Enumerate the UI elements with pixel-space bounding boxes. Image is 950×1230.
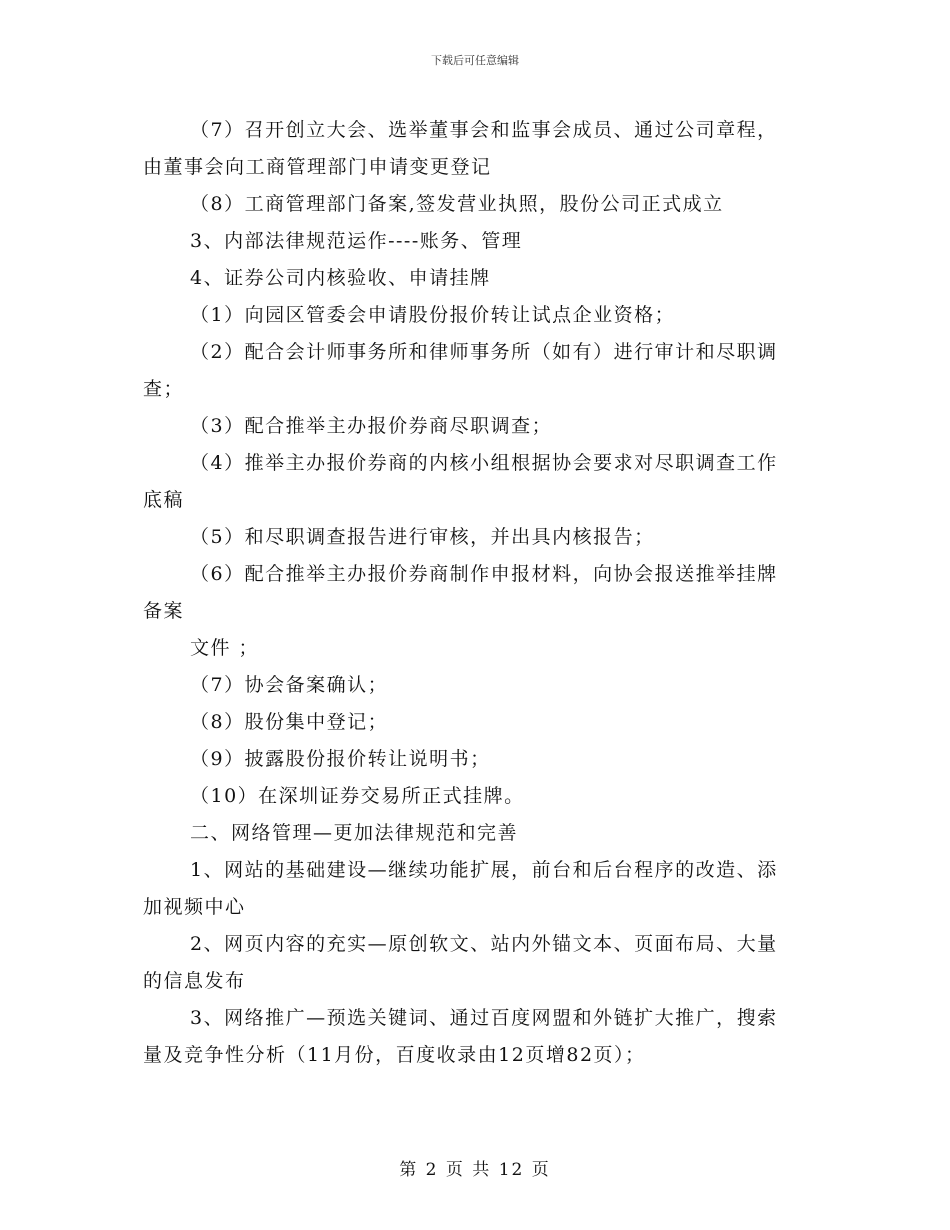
paragraph-line: （7）召开创立大会、选举董事会和监事会成员、通过公司章程，	[190, 119, 778, 141]
page-header: 下载后可任意编辑	[431, 54, 519, 67]
paragraph-line: 3、网络推广—预选关键词、通过百度网盟和外链扩大推广，搜索	[190, 1007, 778, 1029]
page-number-footer: 第 2 页 共 12 页	[399, 1160, 551, 1180]
paragraph-line: 查；	[143, 378, 185, 400]
paragraph-line: （8）股份集中登记；	[190, 711, 389, 733]
paragraph-line: 量及竞争性分析（11月份，百度收录由12页增82页）；	[143, 1044, 646, 1066]
paragraph-line: 底稿	[143, 489, 185, 511]
paragraph-line: 3、内部法律规范运作----账务、管理	[190, 230, 523, 252]
paragraph-line: （8）工商管理部门备案,签发营业执照，股份公司正式成立	[190, 193, 724, 215]
section-heading: 二、网络管理—更加法律规范和完善	[190, 822, 519, 844]
paragraph-line: （2）配合会计师事务所和律师事务所（如有）进行审计和尽职调	[190, 341, 778, 363]
paragraph-line: 1、网站的基础建设—继续功能扩展，前台和后台程序的改造、添	[190, 859, 778, 881]
paragraph-line: 的信息发布	[143, 970, 246, 992]
paragraph-line: 备案	[143, 600, 185, 622]
paragraph-line: 文件 ；	[190, 637, 260, 659]
paragraph-line: （10）在深圳证券交易所正式挂牌。	[190, 785, 525, 807]
document-body	[143, 112, 808, 1074]
paragraph-line: 2、网页内容的充实—原创软文、站内外锚文本、页面布局、大量	[190, 933, 778, 955]
paragraph-line: 加视频中心	[143, 896, 246, 918]
paragraph-line: （1）向园区管委会申请股份报价转让试点企业资格；	[190, 304, 676, 326]
paragraph-line: （5）和尽职调查报告进行审核，并出具内核报告；	[190, 526, 655, 548]
paragraph-line: （9）披露股份报价转让说明书；	[190, 748, 491, 770]
paragraph-line: （6）配合推举主办报价券商制作申报材料，向协会报送推举挂牌	[190, 563, 778, 585]
paragraph-line: （3）配合推举主办报价券商尽职调查；	[190, 415, 553, 437]
paragraph-line: （4）推举主办报价券商的内核小组根据协会要求对尽职调查工作	[190, 452, 778, 474]
paragraph-line: 由董事会向工商管理部门申请变更登记	[143, 156, 492, 178]
paragraph-line: （7）协会备案确认；	[190, 674, 389, 696]
paragraph-line: 4、证券公司内核验收、申请挂牌	[190, 267, 491, 289]
